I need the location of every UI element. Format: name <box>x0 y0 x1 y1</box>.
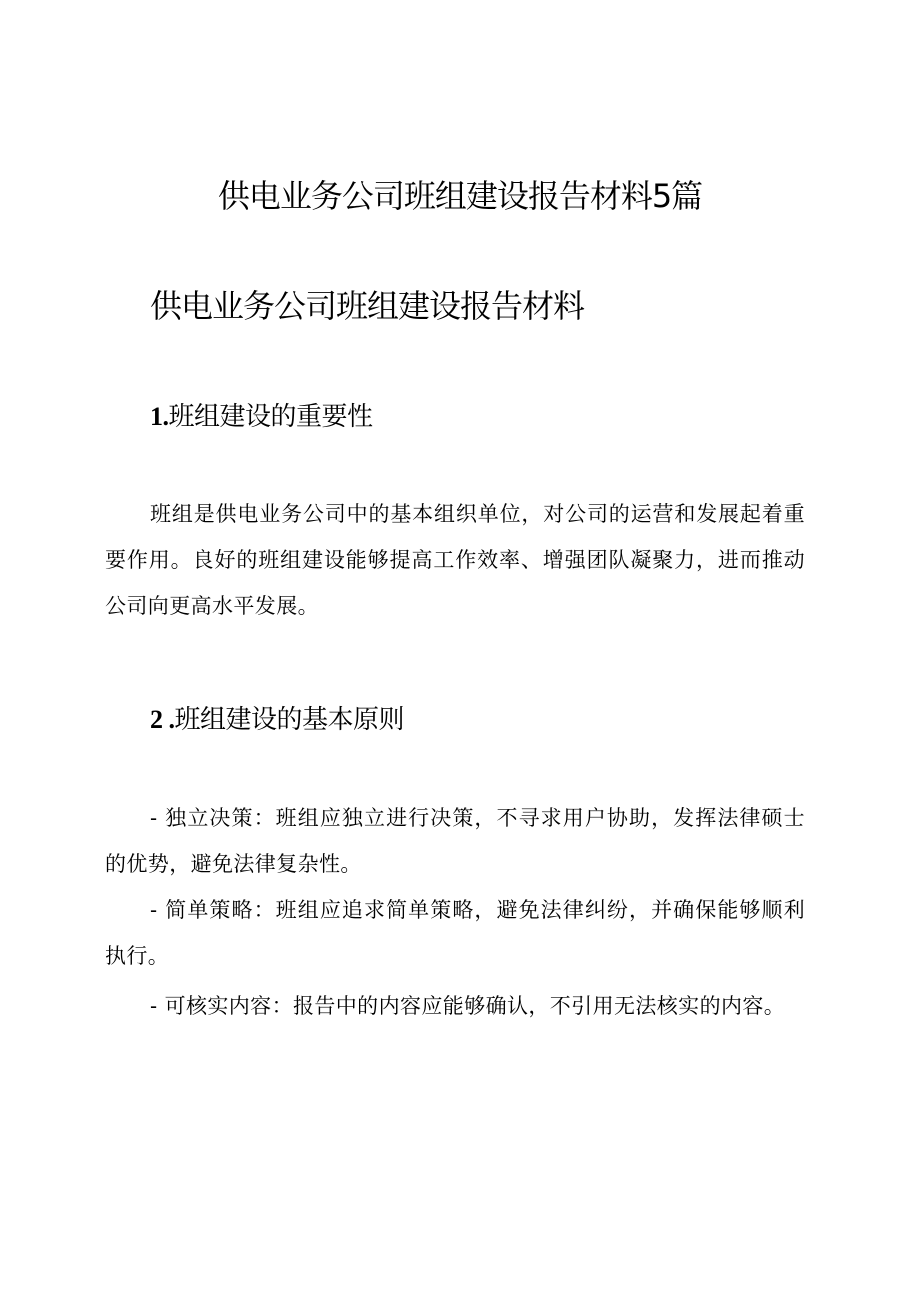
section-number: 2 . <box>150 705 175 734</box>
document-title: 供电业务公司班组建设报告材料5篇 <box>217 177 703 215</box>
paragraph-importance: 班组是供电业务公司中的基本组织单位，对公司的运营和发展起着重要作用。良好的班组建设能够提高工作效率、增强团队凝聚力，进而推动公司向更高水平发展。 <box>105 502 805 618</box>
principle-item-independent-decision: - 独立决策：班组应独立进行决策，不寻求用户协助，发挥法律硕士的优势，避免法律复杂性。 <box>105 806 805 876</box>
section-number: 1. <box>150 402 169 431</box>
principle-item-simple-strategy: - 简单策略：班组应追求简单策略，避免法律纠纷，并确保能够顺利执行。 <box>105 898 805 968</box>
principle-item-verifiable-content: - 可核实内容：报告中的内容应能够确认，不引用无法核实的内容。 <box>150 994 786 1018</box>
section-heading-importance <box>150 397 373 437</box>
section-heading-text: 班组建设的重要性 <box>168 402 373 432</box>
section-heading-text: 班组建设的基本原则 <box>174 705 405 735</box>
section-heading-principles <box>150 700 404 740</box>
document-subtitle: 供电业务公司班组建设报告材料 <box>150 287 585 325</box>
